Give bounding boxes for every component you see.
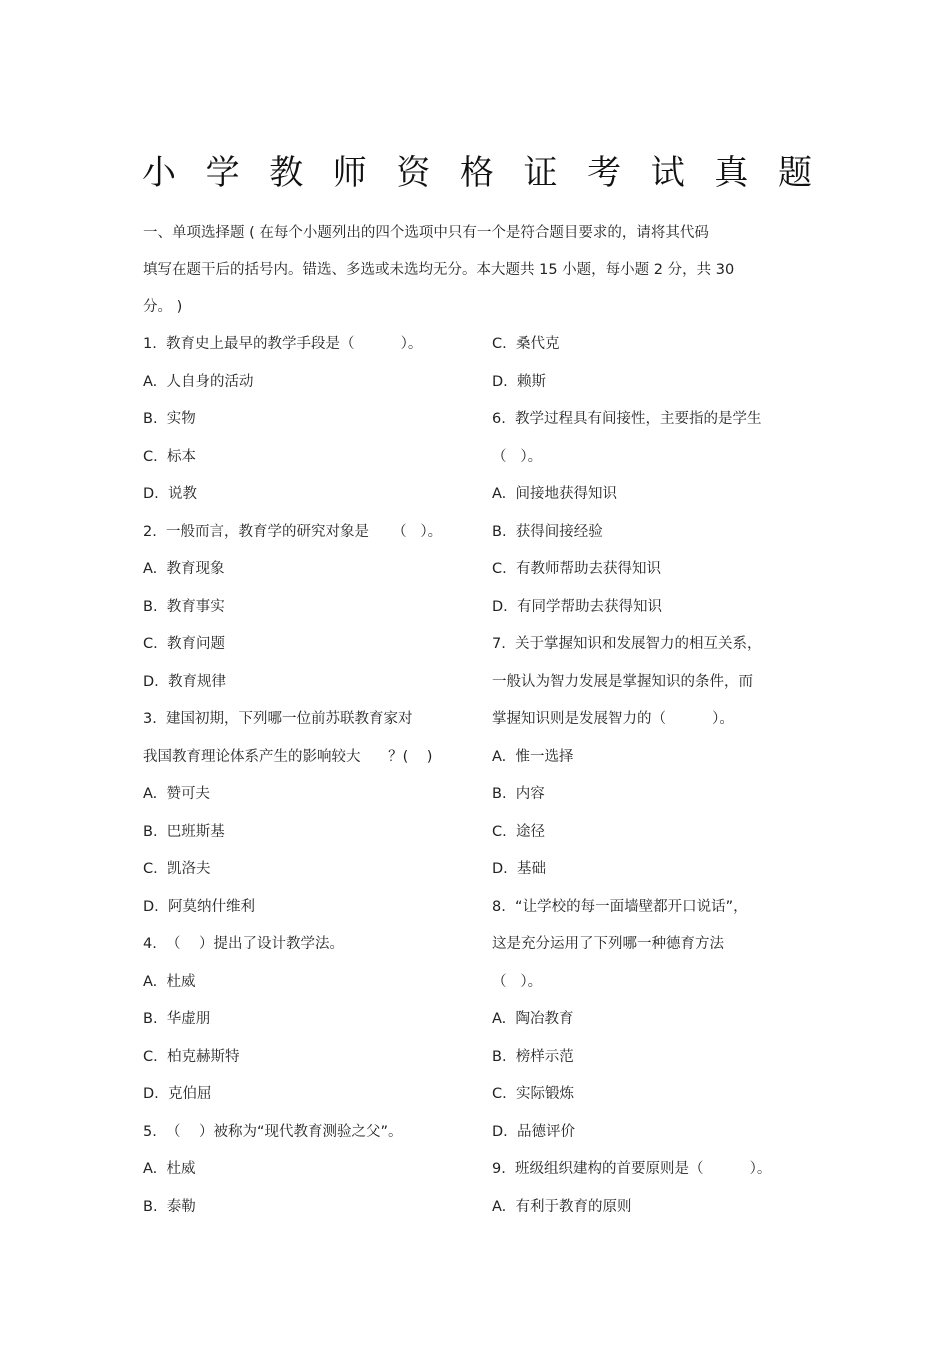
instructions-line: 分。 ) [143, 299, 183, 315]
title-char: 证 [523, 153, 558, 193]
question-line: （ ）。 [492, 448, 543, 465]
option-line: C. 凯洛夫 [143, 861, 211, 877]
option-line: A. 教育现象 [143, 561, 225, 577]
question-line: 6. 教学过程具有间接性，主要指的是学生 [492, 411, 762, 427]
title-char: 试 [650, 153, 685, 193]
instructions-line: 一、单项选择题 ( 在每个小题列出的四个选项中只有一个是符合题目要求的，请将其代码 [143, 225, 709, 241]
title-char: 学 [205, 153, 240, 193]
option-line: C. 途径 [492, 823, 545, 840]
page-title [142, 145, 812, 194]
option-line: A. 有利于教育的原则 [492, 1198, 632, 1215]
question-line: 2. 一般而言，教育学的研究对象是 （ ）。 [143, 523, 443, 540]
option-line: D. 有同学帮助去获得知识 [492, 598, 662, 615]
option-line: B. 泰勒 [143, 1198, 196, 1215]
option-line: D. 基础 [492, 861, 546, 877]
question-line: 1. 教育史上最早的教学手段是（ ）。 [143, 336, 423, 352]
title-char: 资 [396, 153, 431, 193]
option-line: D. 教育规律 [143, 673, 226, 690]
option-line: A. 惟一选择 [492, 748, 574, 765]
option-line: D. 克伯屈 [143, 1086, 212, 1102]
option-line: D. 品德评价 [492, 1123, 575, 1140]
question-line: 一般认为智力发展是掌握知识的条件，而 [492, 673, 753, 690]
question-line: （ ）。 [492, 973, 543, 990]
question-line: 掌握知识则是发展智力的（ ）。 [492, 711, 734, 727]
option-line: A. 杜威 [143, 1161, 196, 1177]
option-line: D. 阿莫纳什维利 [143, 898, 255, 915]
option-line: A. 赞可夫 [143, 786, 210, 802]
title-char: 格 [459, 153, 494, 193]
question-line: 我国教育理论体系产生的影响较大 ？( ) [143, 748, 433, 765]
option-line: D. 赖斯 [492, 373, 546, 390]
question-line: 9. 班级组织建构的首要原则是（ ）。 [492, 1161, 772, 1177]
instructions-line: 填写在题干后的括号内。错选、多选或未选均无分。本大题共 15 小题，每小题 2 分，共 30 [143, 262, 735, 278]
title-char: 考 [587, 153, 622, 193]
option-line: C. 实际锻炼 [492, 1086, 574, 1102]
question-line: 8. “让学校的每一面墙壁都开口说话”， [492, 898, 748, 915]
option-line: C. 教育问题 [143, 636, 225, 652]
option-line: A. 陶冶教育 [492, 1011, 574, 1027]
option-line: C. 标本 [143, 448, 196, 465]
right-column [492, 334, 822, 1234]
option-line: A. 杜威 [143, 973, 196, 990]
question-line: 3. 建国初期，下列哪一位前苏联教育家对 [143, 711, 413, 727]
title-char: 题 [777, 153, 812, 193]
option-line: A. 间接地获得知识 [492, 486, 617, 502]
left-column [143, 334, 473, 1234]
question-line: 4. （ ）提出了设计教学法。 [143, 936, 344, 952]
option-line: C. 柏克赫斯特 [143, 1048, 240, 1065]
title-char: 小 [142, 153, 176, 193]
option-line: D. 说教 [143, 486, 197, 502]
option-line: B. 榜样示范 [492, 1048, 574, 1065]
question-line: 5. （ ）被称为“现代教育测验之父”。 [143, 1123, 403, 1140]
question-line: 7. 关于掌握知识和发展智力的相互关系， [492, 636, 762, 652]
option-line: B. 巴班斯基 [143, 823, 225, 840]
option-line: C. 桑代克 [492, 336, 560, 352]
option-line: B. 实物 [143, 411, 196, 427]
option-line: B. 教育事实 [143, 598, 225, 615]
option-line: A. 人自身的活动 [143, 373, 254, 390]
option-line: B. 获得间接经验 [492, 523, 603, 540]
title-char: 教 [269, 153, 304, 193]
option-line: B. 华虚朋 [143, 1011, 211, 1027]
option-line: B. 内容 [492, 786, 545, 802]
question-line: 这是充分运用了下列哪一种德育方法 [492, 936, 724, 952]
option-line: C. 有教师帮助去获得知识 [492, 561, 661, 577]
title-char: 真 [714, 153, 749, 193]
title-char: 师 [332, 153, 367, 193]
